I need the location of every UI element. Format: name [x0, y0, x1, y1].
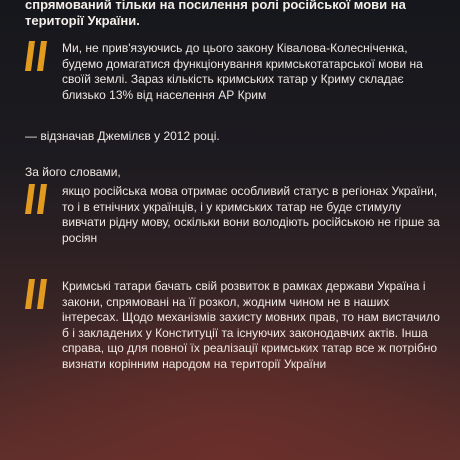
quote-text: Кримські татари бачать свій розвиток в рамках держави Україна і закони, спрямовані на її розкол, жодним чином не в наших інтересах. Щодо механізмів захисту мовних прав, то нам вистачило б і закладених у Конституції та існуючих законодавчих актів. Інша справа, що для повної їх реалізації кримських татар все ж потрібно визнати корінним народом на території України — [62, 279, 440, 371]
quote-mark-icon — [25, 184, 51, 214]
quote-attribution: — відзначав Джемілєв у 2012 році. — [25, 129, 220, 143]
quote-text: Ми, не прив'язуючись до цього закону Ківалова-Колесніченка, будемо домагатися функціонування кримськотатарської мови на своїй землі. Зараз кількість кримських татар у Криму складає близько 13% від населення АР Крим — [62, 41, 423, 102]
quote-mark-icon — [25, 279, 51, 309]
quote-text: якщо російська мова отримає особливий статус в регіонах України, то і в етнічних українців, і у кримських татар не буде стимулу вивчати рідну мову, оскільки вони володіють російською не гірше за росіян — [62, 184, 440, 245]
lead-in-text: За його словами, — [25, 165, 121, 179]
intro-paragraph: спрямований тільки на посилення ролі російської мови на території України. — [25, 0, 406, 28]
quote-mark-icon — [25, 41, 51, 71]
